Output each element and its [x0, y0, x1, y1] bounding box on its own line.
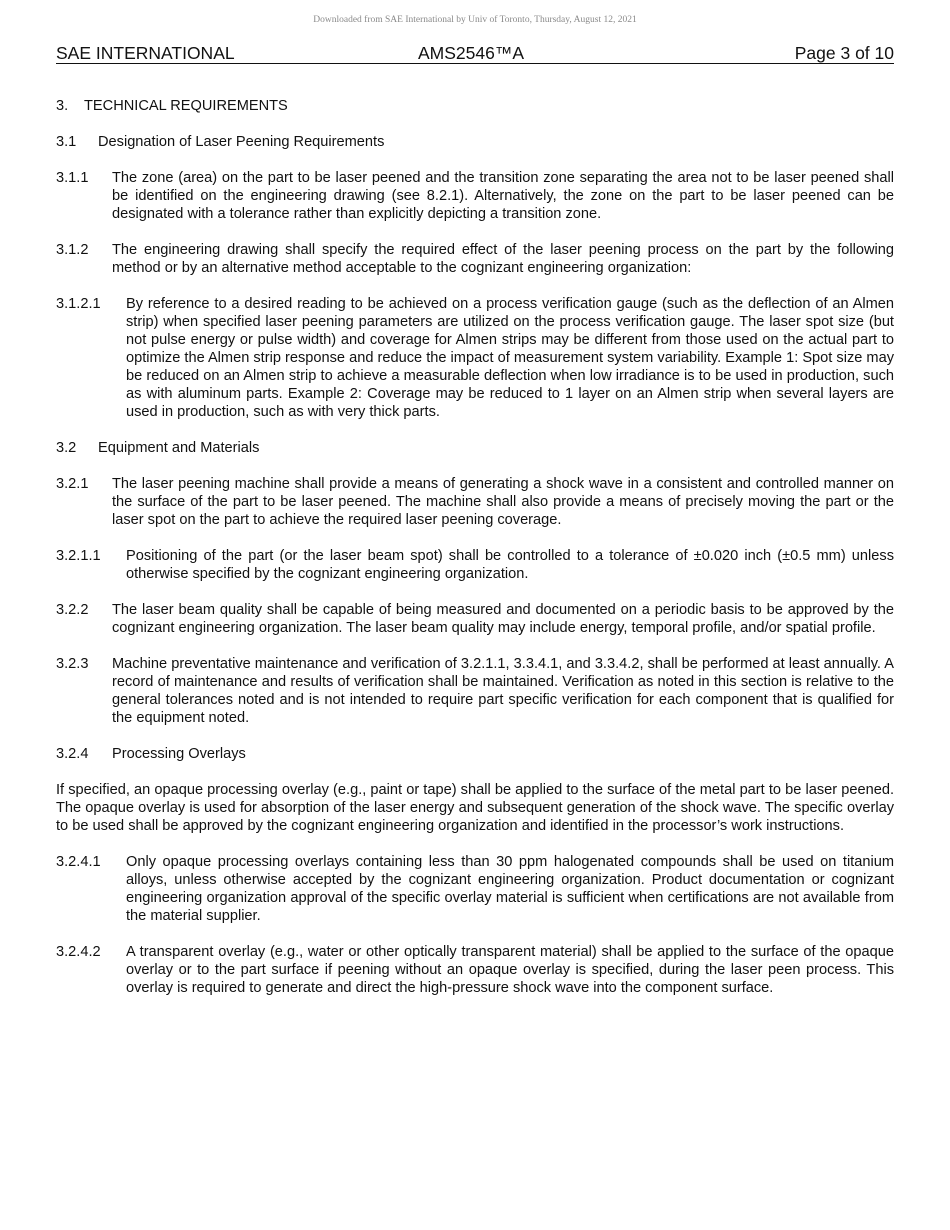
clause-paragraph — [56, 601, 894, 637]
section-number: 3.1 — [56, 134, 77, 150]
clause-paragraph — [56, 475, 894, 529]
header-page-number: Page 3 of 10 — [794, 43, 894, 63]
clause-paragraph — [56, 169, 894, 223]
body-paragraph — [56, 781, 894, 835]
clause-text: The engineering drawing shall specify the required effect of the laser peening process on the part by the following method or by an alternative method acceptable to the cognizant engineering organization: — [112, 242, 894, 276]
clause-number: 3.1.2 — [56, 242, 89, 258]
clause-number: 3.2.4.2 — [56, 944, 101, 960]
clause-text: The laser beam quality shall be capable of being measured and documented on a periodic basis to be approved by the cognizant engineering organization. The laser beam quality may include energy, temporal profile, and/or spatial profile. — [112, 602, 894, 636]
page-header — [56, 43, 894, 64]
section-heading — [56, 745, 894, 763]
section-title: Processing Overlays — [112, 746, 246, 762]
section-number: 3.2.4 — [56, 746, 89, 762]
clause-text: Machine preventative maintenance and verification of 3.2.1.1, 3.3.4.1, and 3.3.4.2, shall be performed at least annually. A record of maintenance and results of verification shall be maintained. Verification as noted in this section is relative to the general tolerances noted and is not intended to require part specific verification for each component that is qualified for the equipment noted. — [112, 656, 894, 726]
header-document-id: AMS2546™A — [418, 43, 525, 63]
section-number: 3. — [56, 98, 69, 114]
clause-text: A transparent overlay (e.g., water or other optically transparent material) shall be applied to the surface of the opaque overlay or to the part surface if peening without an opaque overlay is specified, during the laser peen process. This overlay is required to generate and direct the high-pressure shock wave into the component surface. — [126, 944, 894, 996]
clause-number: 3.2.4.1 — [56, 854, 101, 870]
clause-paragraph — [56, 943, 894, 997]
document-body — [56, 97, 894, 1015]
clause-number: 3.2.2 — [56, 602, 89, 618]
clause-text: The laser peening machine shall provide a means of generating a shock wave in a consistent and controlled manner on the surface of the part to be laser peened. The machine shall also provide a means of precisely moving the part or the laser spot on the part to achieve the required laser peening coverage. — [112, 476, 894, 528]
header-organization: SAE INTERNATIONAL — [56, 43, 235, 63]
paragraph-text: If specified, an opaque processing overlay (e.g., paint or tape) shall be applied to the surface of the metal part to be laser peened. The opaque overlay is used for absorption of the laser energy and subsequent generation of the shock wave. The specific overlay to be used shall be approved by the cognizant engineering organization and identified in the processor’s work instructions. — [56, 782, 894, 834]
section-heading — [56, 439, 894, 457]
section-heading — [56, 97, 894, 115]
clause-paragraph — [56, 655, 894, 727]
clause-number: 3.1.1 — [56, 170, 89, 186]
section-heading — [56, 133, 894, 151]
download-watermark: Downloaded from SAE International by Univ of Toronto, Thursday, August 12, 2021 — [313, 15, 637, 25]
clause-text: The zone (area) on the part to be laser peened and the transition zone separating the area not to be laser peened shall be identified on the engineering drawing (see 8.2.1). Alternatively, the zone on the part to be laser peened can be designated with a tolerance rather than explicitly depicting a transition zone. — [112, 170, 894, 222]
clause-text: Only opaque processing overlays containing less than 30 ppm halogenated compounds shall be used on titanium alloys, unless otherwise accepted by the cognizant engineering organization. Product documentation or cognizant engineering organization approval of the specific overlay material is sufficient when certifications are not available from the material supplier. — [126, 854, 894, 924]
clause-paragraph — [56, 241, 894, 277]
clause-text: Positioning of the part (or the laser beam spot) shall be controlled to a tolerance of ±0.020 inch (±0.5 mm) unless otherwise specified by the cognizant engineering organization. — [126, 548, 894, 582]
section-title: Designation of Laser Peening Requirements — [98, 134, 385, 150]
clause-paragraph — [56, 853, 894, 925]
clause-number: 3.2.3 — [56, 656, 89, 672]
section-title: Equipment and Materials — [98, 440, 260, 456]
clause-number: 3.2.1 — [56, 476, 89, 492]
section-number: 3.2 — [56, 440, 77, 456]
clause-number: 3.2.1.1 — [56, 548, 101, 564]
clause-paragraph — [56, 547, 894, 583]
clause-text: By reference to a desired reading to be achieved on a process verification gauge (such as the deflection of an Almen strip) when specified laser peening parameters are utilized on the process verification gauge. The laser spot size (but not pulse energy or pulse width) and coverage for Almen strips may be different from those used on the actual part to optimize the Almen strip response and reduce the impact of measurement system variability. Example 1: Spot size may be reduced on an Almen strip to achieve a measurable deflection when low irradiance is to be used in production, such as with aluminum parts. Example 2: Coverage may be reduced to 1 layer on an Almen strip when several layers are used in production, such as with very thick parts. — [126, 296, 894, 420]
section-title: TECHNICAL REQUIREMENTS — [84, 98, 288, 114]
clause-paragraph — [56, 295, 894, 421]
clause-number: 3.1.2.1 — [56, 296, 101, 312]
